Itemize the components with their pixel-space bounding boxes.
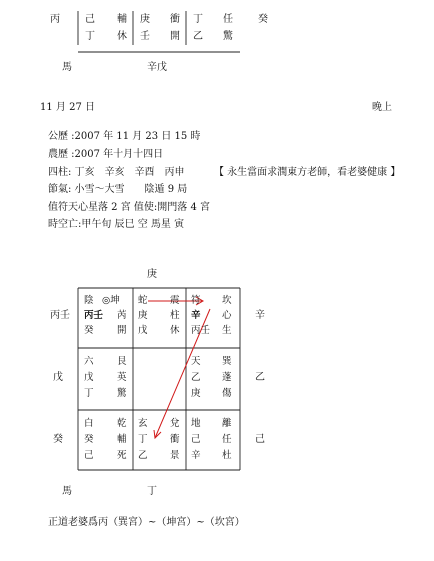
top-cell: 庚 — [140, 14, 150, 25]
cell-text: 地 — [191, 418, 201, 429]
top-cell: 己 — [85, 14, 95, 25]
cell-text: 生 — [222, 325, 232, 336]
cell-text: 驚 — [117, 388, 127, 399]
cell-text: 庚 — [138, 310, 148, 321]
cell-text: 景 — [170, 450, 180, 461]
top-cell: 驚 — [223, 31, 233, 42]
left-label: 戊 — [53, 372, 63, 383]
top-horse: 馬 — [62, 62, 72, 73]
cell-text: 英 — [117, 372, 127, 383]
cell-text: 符 — [191, 295, 201, 306]
cell-text: 輔 — [117, 434, 127, 445]
top-label: 庚 — [147, 269, 157, 280]
entry-period: 晚上 — [372, 102, 392, 113]
top-cell: 任 — [223, 14, 233, 25]
cell-text: 己 — [84, 450, 94, 461]
left-label: 癸 — [53, 434, 63, 445]
top-cell: 丁 — [85, 31, 95, 42]
line-solar-term: 節氣: 小雪～大雪 陰遁 9 局 — [48, 184, 188, 195]
cell-text: 丁 — [84, 388, 94, 399]
top-row-label: 丙 — [50, 14, 60, 25]
cell-text: 坎 — [222, 295, 232, 306]
cell-text: ◎坤 — [102, 295, 120, 306]
top-cell: 衝 — [170, 14, 180, 25]
cell-text: 戊 — [138, 325, 148, 336]
main-bottom: 丁 — [147, 486, 157, 497]
cell-text: 乙 — [138, 450, 148, 461]
cell-text: 震 — [170, 295, 180, 306]
cell-text: 陰 — [84, 295, 94, 306]
right-label: 辛 — [255, 310, 265, 321]
footer-note: 正道老婆爲丙（巽宮）~（坤宮）~（坎宮） — [48, 517, 245, 528]
line-kongwang: 時空亡:甲午旬 辰巳 空 馬星 寅 — [48, 219, 185, 230]
top-right-label: 癸 — [258, 14, 268, 25]
cell-text: 辛 — [191, 310, 201, 321]
cell-text: 傷 — [222, 388, 232, 399]
cell-text: 乙 — [191, 372, 201, 383]
top-cell: 輔 — [117, 14, 127, 25]
cell-text: 玄 — [138, 418, 148, 429]
cell-text: 庚 — [191, 388, 201, 399]
cell-text: 癸 — [84, 325, 94, 336]
top-cell: 開 — [170, 31, 180, 42]
cell-text: 天 — [191, 356, 201, 367]
question-note: 【 永生當面求潤東方老師，看老婆健康 】 — [214, 167, 401, 178]
cell-text: 戊 — [84, 372, 94, 383]
cell-text: 丁 — [138, 434, 148, 445]
entry-date: 11 月 27 日 — [40, 102, 95, 113]
line-gregorian: 公歷 :2007 年 11 月 23 日 15 時 — [48, 131, 201, 142]
top-cell: 休 — [117, 31, 127, 42]
cell-text: 柱 — [170, 310, 180, 321]
cell-text: 兌 — [170, 418, 180, 429]
cell-text: 己 — [191, 434, 201, 445]
right-label: 己 — [255, 434, 265, 445]
top-kongwang: 辛戊 — [147, 62, 167, 73]
top-cell: 壬 — [140, 31, 150, 42]
cell-text: 辛 — [191, 450, 201, 461]
line-pillars: 四柱: 丁亥 辛亥 辛酉 丙申 — [48, 167, 185, 178]
cell-text: 白 — [84, 418, 94, 429]
cell-text: 艮 — [117, 356, 127, 367]
cell-text: 杜 — [222, 450, 232, 461]
cell-text: 芮 — [117, 310, 127, 321]
cell-text: 巽 — [222, 356, 232, 367]
cell-text: 任 — [222, 434, 232, 445]
cell-text: 休 — [170, 325, 180, 336]
top-cell: 乙 — [193, 31, 203, 42]
cell-text: 離 — [222, 418, 232, 429]
right-label: 乙 — [255, 372, 265, 383]
cell-text: 衝 — [170, 434, 180, 445]
cell-text: 丙壬 — [84, 310, 104, 321]
cell-text: 蓬 — [222, 372, 232, 383]
cell-text: 丙壬 — [191, 325, 211, 336]
line-lunar: 農歷 :2007 年十月十四日 — [48, 149, 164, 160]
cell-text: 死 — [117, 450, 127, 461]
cell-text: 六 — [84, 356, 94, 367]
cell-text: 蛇 — [138, 295, 148, 306]
left-label: 丙壬 — [50, 310, 70, 321]
cell-text: 開 — [117, 325, 127, 336]
top-cell: 丁 — [193, 14, 203, 25]
cell-text: 乾 — [117, 418, 127, 429]
line-zhifu: 值符天心星落 2 宮 值使:開門落 4 宮 — [48, 202, 210, 213]
cell-text: 心 — [222, 310, 232, 321]
cell-text: 癸 — [84, 434, 94, 445]
main-horse: 馬 — [62, 486, 72, 497]
